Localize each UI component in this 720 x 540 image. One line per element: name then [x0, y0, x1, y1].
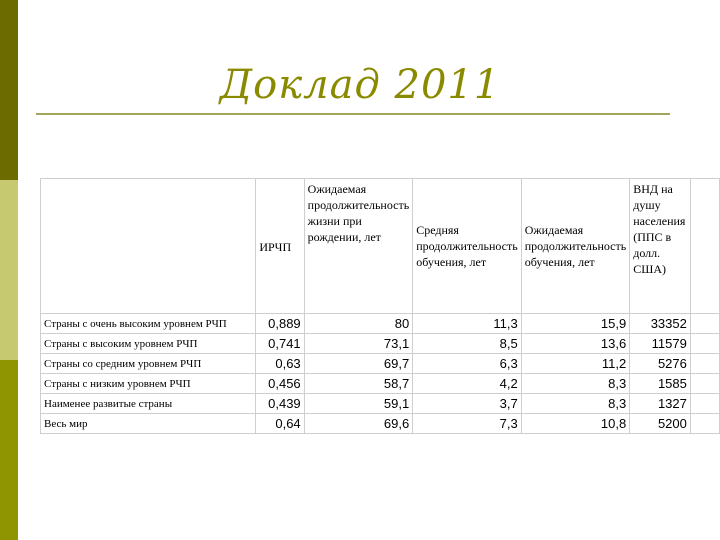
header-country-group — [41, 179, 256, 314]
table-row — [41, 374, 720, 394]
cell-hdi: 0,439 — [256, 394, 304, 414]
header-gni: ВНД на душу населения (ППС в долл. США) — [630, 179, 691, 314]
cell-expected: 8,3 — [521, 374, 630, 394]
cell-expected: 11,2 — [521, 354, 630, 374]
cell-gni: 5276 — [630, 354, 691, 374]
header-expected-schooling: Ожидаемая продолжительность обучения, лет — [521, 179, 630, 314]
cell-life: 59,1 — [304, 394, 413, 414]
cell-gni: 5200 — [630, 414, 691, 434]
cell-gni: 1585 — [630, 374, 691, 394]
cell-expected: 8,3 — [521, 394, 630, 414]
cell-life: 69,6 — [304, 414, 413, 434]
cell-mean: 6,3 — [413, 354, 522, 374]
cell-gni: 1327 — [630, 394, 691, 414]
cell-empty — [690, 414, 719, 434]
cell-expected: 15,9 — [521, 314, 630, 334]
hdi-table — [40, 178, 720, 434]
cell-empty — [690, 314, 719, 334]
cell-life: 58,7 — [304, 374, 413, 394]
header-mean-schooling: Средняя продолжительность обучения, лет — [413, 179, 522, 314]
table-row — [41, 354, 720, 374]
cell-life: 73,1 — [304, 334, 413, 354]
cell-hdi: 0,741 — [256, 334, 304, 354]
slide-title: Доклад 2011 — [219, 62, 501, 108]
row-name: Страны с высоким уровнем РЧП — [41, 334, 256, 354]
cell-hdi: 0,889 — [256, 314, 304, 334]
header-hdi: ИРЧП — [256, 179, 304, 314]
table-header-row — [41, 179, 720, 314]
cell-expected: 13,6 — [521, 334, 630, 354]
cell-hdi: 0,63 — [256, 354, 304, 374]
row-name: Страны со средним уровнем РЧП — [41, 354, 256, 374]
cell-life: 69,7 — [304, 354, 413, 374]
cell-hdi: 0,456 — [256, 374, 304, 394]
table-row — [41, 414, 720, 434]
cell-mean: 3,7 — [413, 394, 522, 414]
cell-empty — [690, 354, 719, 374]
cell-gni: 33352 — [630, 314, 691, 334]
cell-mean: 7,3 — [413, 414, 522, 434]
cell-gni: 11579 — [630, 334, 691, 354]
side-bar-bottom — [0, 360, 18, 540]
cell-mean: 8,5 — [413, 334, 522, 354]
table-row — [41, 394, 720, 414]
header-life-expectancy: Ожидаемая продолжительность жизни при рождении, лет — [304, 179, 413, 314]
cell-expected: 10,8 — [521, 414, 630, 434]
cell-empty — [690, 394, 719, 414]
table-row — [41, 334, 720, 354]
title-underline — [36, 113, 670, 115]
side-bar-middle — [0, 180, 18, 360]
row-name: Весь мир — [41, 414, 256, 434]
row-name: Страны с очень высоким уровнем РЧП — [41, 314, 256, 334]
cell-empty — [690, 374, 719, 394]
cell-empty — [690, 334, 719, 354]
header-empty — [690, 179, 719, 314]
cell-life: 80 — [304, 314, 413, 334]
cell-hdi: 0,64 — [256, 414, 304, 434]
row-name: Страны с низким уровнем РЧП — [41, 374, 256, 394]
row-name: Наименее развитые страны — [41, 394, 256, 414]
table-row — [41, 314, 720, 334]
cell-mean: 11,3 — [413, 314, 522, 334]
cell-mean: 4,2 — [413, 374, 522, 394]
